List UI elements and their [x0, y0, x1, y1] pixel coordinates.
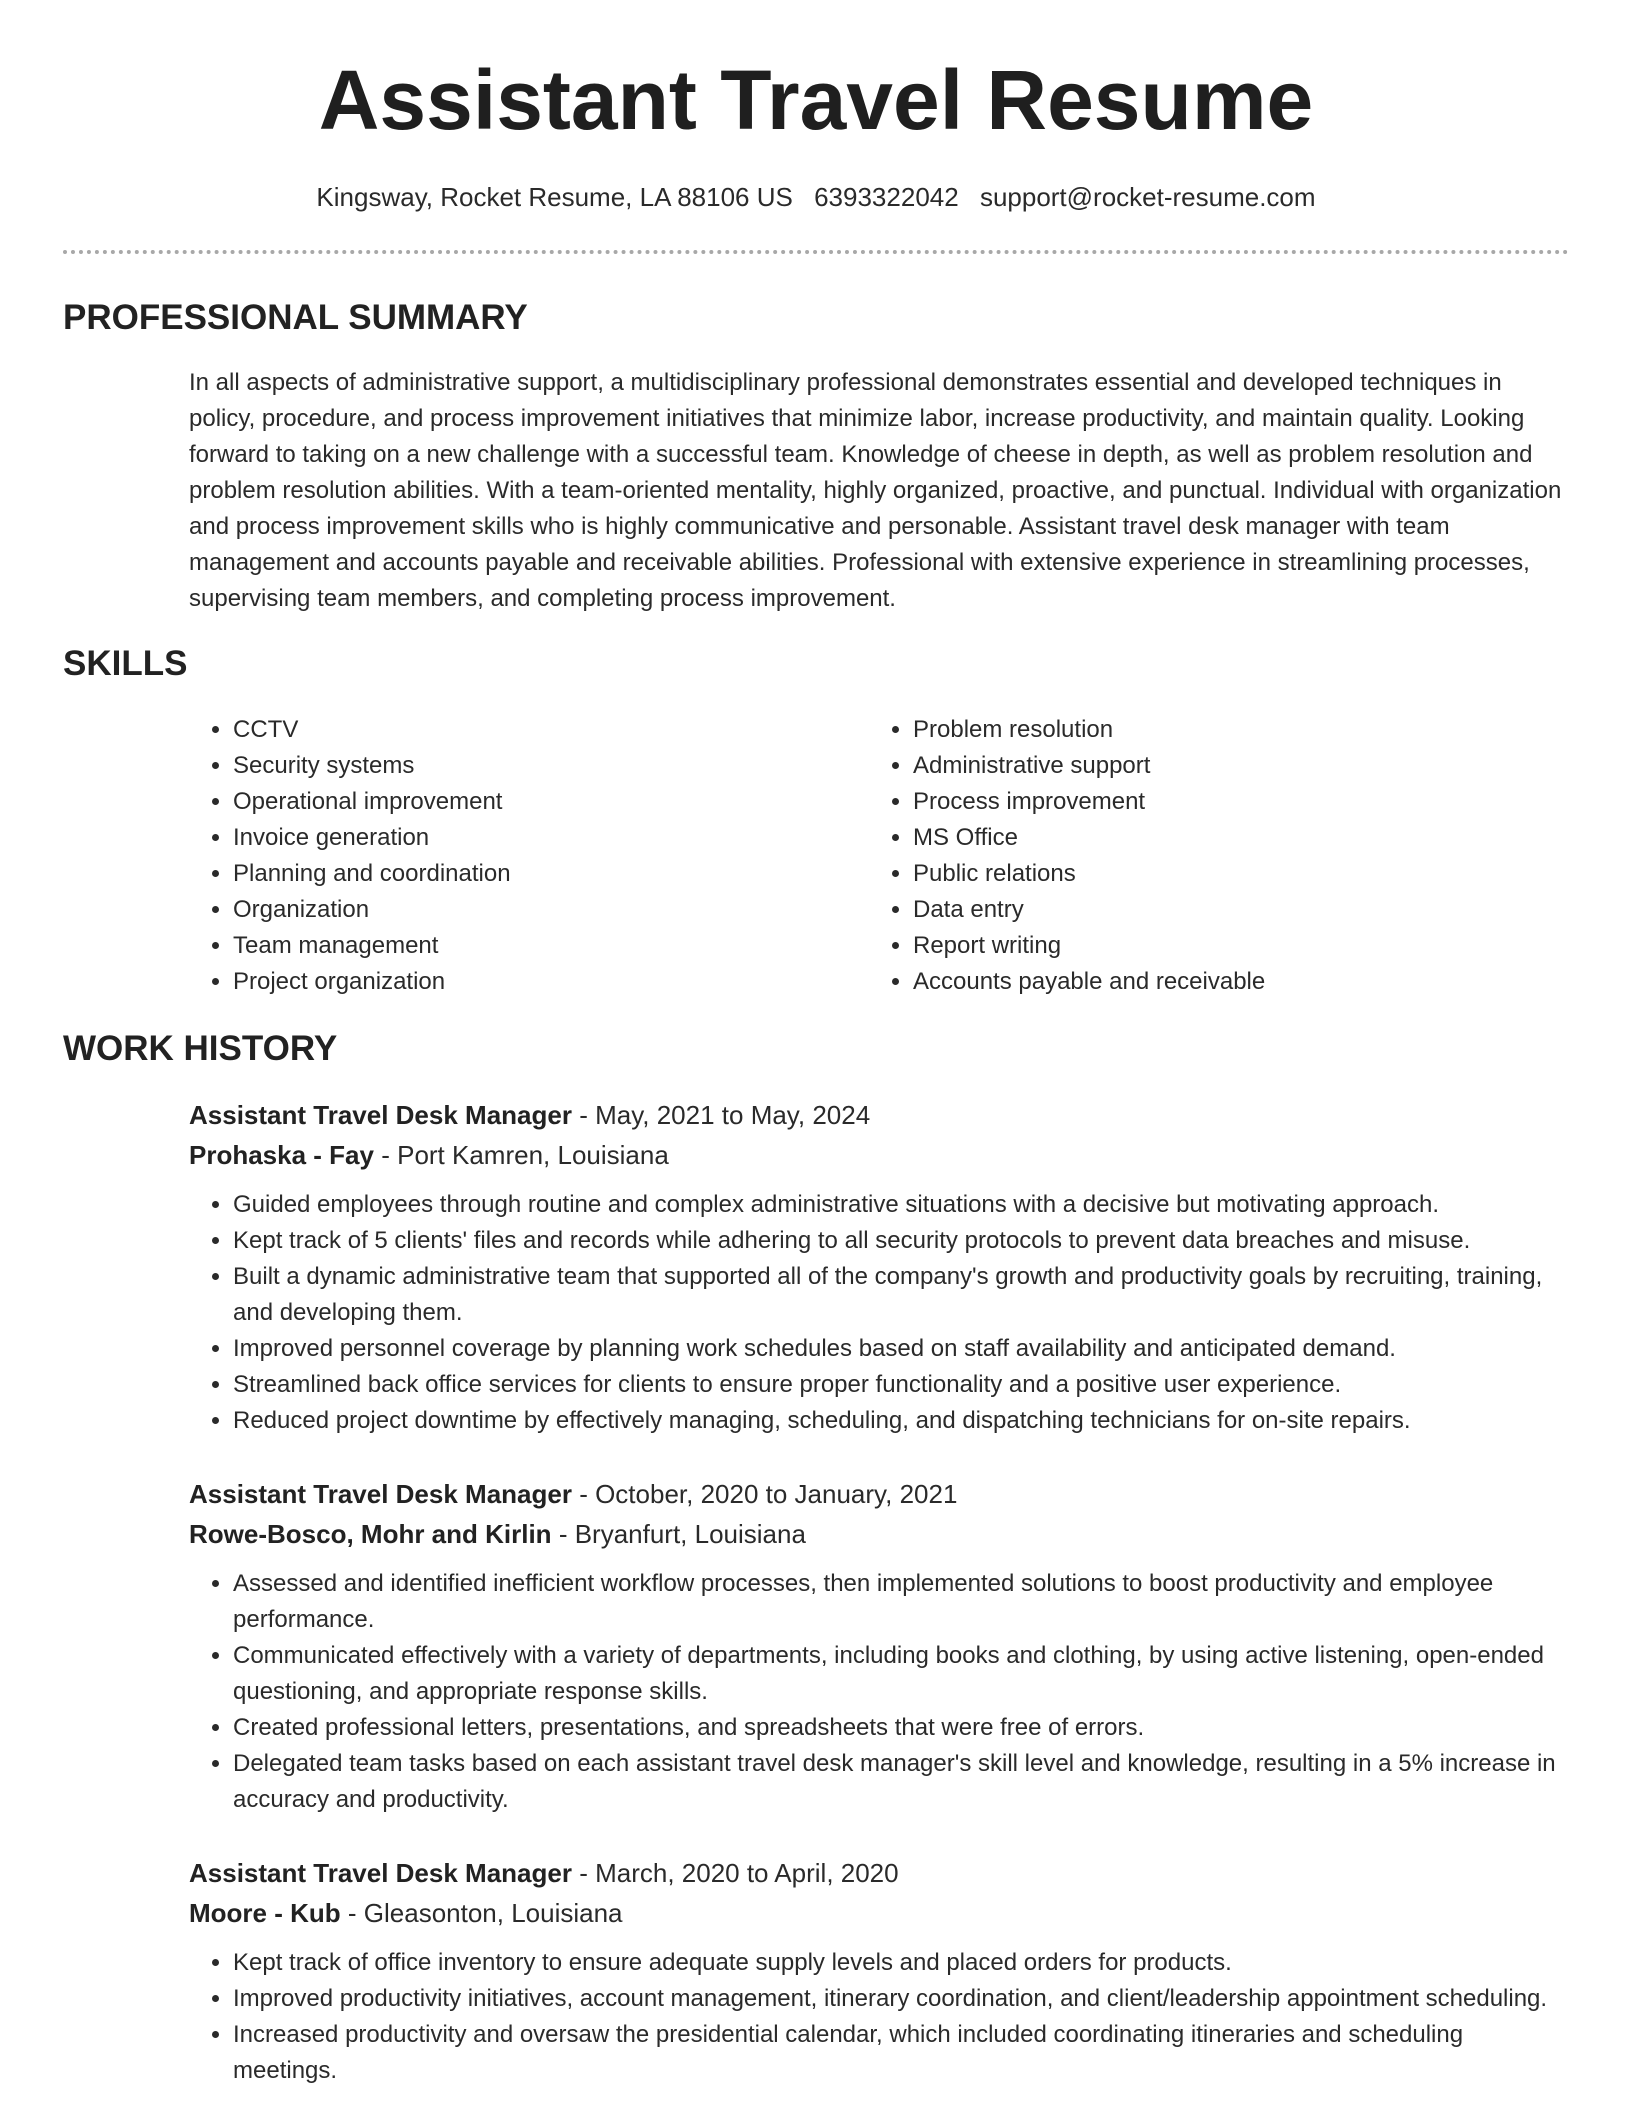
job-entry	[189, 1474, 1571, 1818]
header-divider	[63, 250, 1569, 254]
skill-item: • Data entry	[913, 892, 1563, 928]
job-entry	[189, 1095, 1571, 1439]
skill-item: • Invoice generation	[233, 820, 833, 856]
skill-item: • Problem resolution	[913, 712, 1563, 748]
job-bullet: • Improved productivity initiatives, account management, itinerary coordination, and client/leadership appointment scheduling.	[233, 1981, 1571, 2017]
job-bullets	[189, 1945, 1571, 2089]
contact-address: Kingsway, Rocket Resume, LA 88106 US	[316, 182, 793, 212]
job-bullet: • Improved personnel coverage by planning work schedules based on staff availability and anticipated demand.	[233, 1331, 1571, 1367]
work-history-heading: WORK HISTORY	[63, 1029, 338, 1068]
skill-item: • Organization	[233, 892, 833, 928]
job-bullet: • Kept track of 5 clients' files and records while adhering to all security protocols to prevent data breaches and misuse.	[233, 1223, 1571, 1259]
job-bullet: • Streamlined back office services for clients to ensure proper functionality and a positive user experience.	[233, 1367, 1571, 1403]
skill-item: • Operational improvement	[233, 784, 833, 820]
skills-list-left	[189, 712, 833, 1000]
job-bullet: • Assessed and identified inefficient workflow processes, then implemented solutions to boost productivity and employee performance.	[233, 1566, 1571, 1638]
skill-item: • Administrative support	[913, 748, 1563, 784]
skill-item: • Security systems	[233, 748, 833, 784]
job-role-line	[189, 1095, 1571, 1135]
job-dates: - October, 2020 to January, 2021	[579, 1479, 958, 1509]
job-bullet: • Kept track of office inventory to ensure adequate supply levels and placed orders for products.	[233, 1945, 1571, 1981]
job-bullet: • Reduced project downtime by effectively managing, scheduling, and dispatching technicians for on-site repairs.	[233, 1403, 1571, 1439]
job-bullet: • Communicated effectively with a variety of departments, including books and clothing, by using active listening, open-ended questioning, and appropriate response skills.	[233, 1638, 1571, 1710]
contact-email: support@rocket-resume.com	[979, 182, 1316, 212]
job-role: Assistant Travel Desk Manager	[189, 1479, 572, 1509]
job-location: - Bryanfurt, Louisiana	[558, 1519, 806, 1549]
skills-list-right	[869, 712, 1563, 1000]
resume-title: Assistant Travel Resume	[318, 53, 1314, 147]
skill-item: • MS Office	[913, 820, 1563, 856]
job-role-line	[189, 1853, 1571, 1893]
job-bullet: • Created professional letters, presentations, and spreadsheets that were free of errors.	[233, 1710, 1571, 1746]
job-bullet: • Increased productivity and oversaw the presidential calendar, which included coordinating itineraries and scheduling meetings.	[233, 2017, 1571, 2089]
job-bullets	[189, 1187, 1571, 1439]
job-dates: - March, 2020 to April, 2020	[579, 1858, 899, 1888]
job-company: Moore - Kub	[189, 1898, 341, 1928]
summary-heading: PROFESSIONAL SUMMARY	[63, 298, 528, 337]
job-dates: - May, 2021 to May, 2024	[579, 1100, 871, 1130]
job-entry	[189, 1853, 1571, 2089]
skills-heading: SKILLS	[63, 644, 188, 683]
job-role: Assistant Travel Desk Manager	[189, 1858, 572, 1888]
skill-item: • Public relations	[913, 856, 1563, 892]
skill-item: • Team management	[233, 928, 833, 964]
skill-item: • Planning and coordination	[233, 856, 833, 892]
job-role: Assistant Travel Desk Manager	[189, 1100, 572, 1130]
summary-text: In all aspects of administrative support, a multidisciplinary professional demonstrates essential and developed techniques in policy, procedure, and process improvement initiatives that minimize labor, increase productivity, and maintain quality. Looking forward to taking on a new challenge with a successful team. Knowledge of cheese in depth, as well as problem resolution and problem resolution abilities. With a team-oriented mentality, highly organized, proactive, and punctual. Individual with organization and process improvement skills who is highly communicative and personable. Assistant travel desk manager with team management and accounts payable and receivable abilities. Professional with extensive experience in streamlining processes, supervising team members, and completing process improvement.	[189, 369, 1562, 612]
job-bullets	[189, 1566, 1571, 1818]
job-role-line	[189, 1474, 1571, 1514]
skill-item: • Accounts payable and receivable	[913, 964, 1563, 1000]
contact-phone: 6393322042	[814, 182, 959, 212]
skill-item: • Project organization	[233, 964, 833, 1000]
job-company: Prohaska - Fay	[189, 1140, 374, 1170]
job-company-line	[189, 1893, 1571, 1933]
job-bullet: • Guided employees through routine and complex administrative situations with a decisive but motivating approach.	[233, 1187, 1571, 1223]
job-bullet: • Built a dynamic administrative team that supported all of the company's growth and productivity goals by recruiting, training, and developing them.	[233, 1259, 1571, 1331]
contact-line	[0, 182, 1632, 213]
job-company-line	[189, 1135, 1571, 1175]
skill-item: • Report writing	[913, 928, 1563, 964]
job-company: Rowe-Bosco, Mohr and Kirlin	[189, 1519, 552, 1549]
job-location: - Port Kamren, Louisiana	[381, 1140, 669, 1170]
job-location: - Gleasonton, Louisiana	[347, 1898, 623, 1928]
skill-item: • CCTV	[233, 712, 833, 748]
job-bullet: • Delegated team tasks based on each assistant travel desk manager's skill level and knowledge, resulting in a 5% increase in accuracy and productivity.	[233, 1746, 1571, 1818]
skill-item: • Process improvement	[913, 784, 1563, 820]
job-company-line	[189, 1514, 1571, 1554]
